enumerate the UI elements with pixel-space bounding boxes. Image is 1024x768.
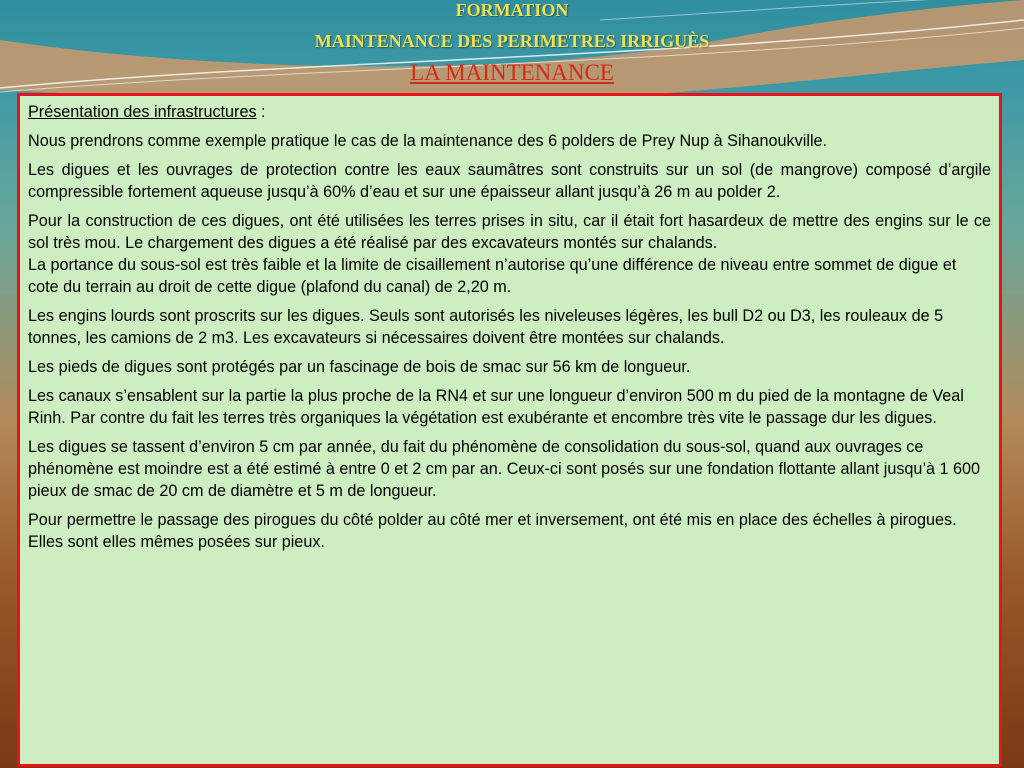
paragraph-9: Pour permettre le passage des pirogues du côté polder au côté mer et inversement, ont été mis en place des échelles à pirogues. Elles sont elles mêmes posées sur pieux.	[28, 511, 957, 551]
paragraph-8: Les digues se tassent d’environ 5 cm par année, du fait du phénomène de consolidation du sous-sol, quand aux ouvrages ce phénomène est moindre est a été estimé à entre 0 et 2 cm par an. Ceux-ci sont posés sur une fondation flottante allant jusqu’à 1 600 pieux de smac de 20 cm de diamètre et 5 m de longueur.	[28, 438, 981, 500]
paragraph-6: Les pieds de digues sont protégés par un fascinage de bois de smac sur 56 km de longueur.	[28, 358, 691, 376]
paragraph-7: Les canaux s’ensablent sur la partie la plus proche de la RN4 et sur une longueur d’environ 500 m du pied de la montagne de Veal Rinh. Par contre du fait les terres très organiques la végétation est exubérante et encombre très vite le passage dur les digues.	[28, 387, 964, 427]
paragraph-5: Les engins lourds sont proscrits sur les digues. Seuls sont autorisés les niveleuses légères, les bull D2 ou D3, les rouleaux de 5 tonnes, les camions de 2 m3. Les excavateurs si nécessaires doivent être montées sur chalands.	[28, 307, 944, 347]
header-formation: FORMATION	[455, 0, 569, 20]
paragraph-2: Les digues et les ouvrages de protection contre les eaux saumâtres sont construits sur un sol (de mangrove) composé d’argile compressible fortement aqueuse jusqu’à 60% d’eau et sur une épaisseur allant jusqu’à 26 m au polder 2.	[28, 161, 991, 201]
paragraph-4: La portance du sous-sol est très faible et la limite de cisaillement n’autorise qu’une différence de niveau entre sommet de digue et cote du terrain au droit de cette digue (plafond du canal) de 2,20 m.	[28, 256, 957, 296]
section-title: Présentation des infrastructures	[28, 103, 257, 121]
header-subtitle: MAINTENANCE DES PERIMETRES IRRIGUÈS	[314, 31, 710, 51]
paragraph-3: Pour la construction de ces digues, ont été utilisées les terres prises in situ, car il était fort hasardeux de mettre des engins sur le ce sol très mou. Le chargement des digues a été réalisé par des excavateurs montés sur chalands.	[28, 212, 991, 252]
content-panel	[17, 93, 1002, 767]
section-heading	[28, 101, 991, 123]
section-title-suffix: :	[256, 103, 266, 121]
paragraph-1: Nous prendrons comme exemple pratique le cas de la maintenance des 6 polders de Prey Nup à Sihanoukville.	[28, 132, 828, 150]
header-title: LA MAINTENANCE	[410, 60, 614, 85]
